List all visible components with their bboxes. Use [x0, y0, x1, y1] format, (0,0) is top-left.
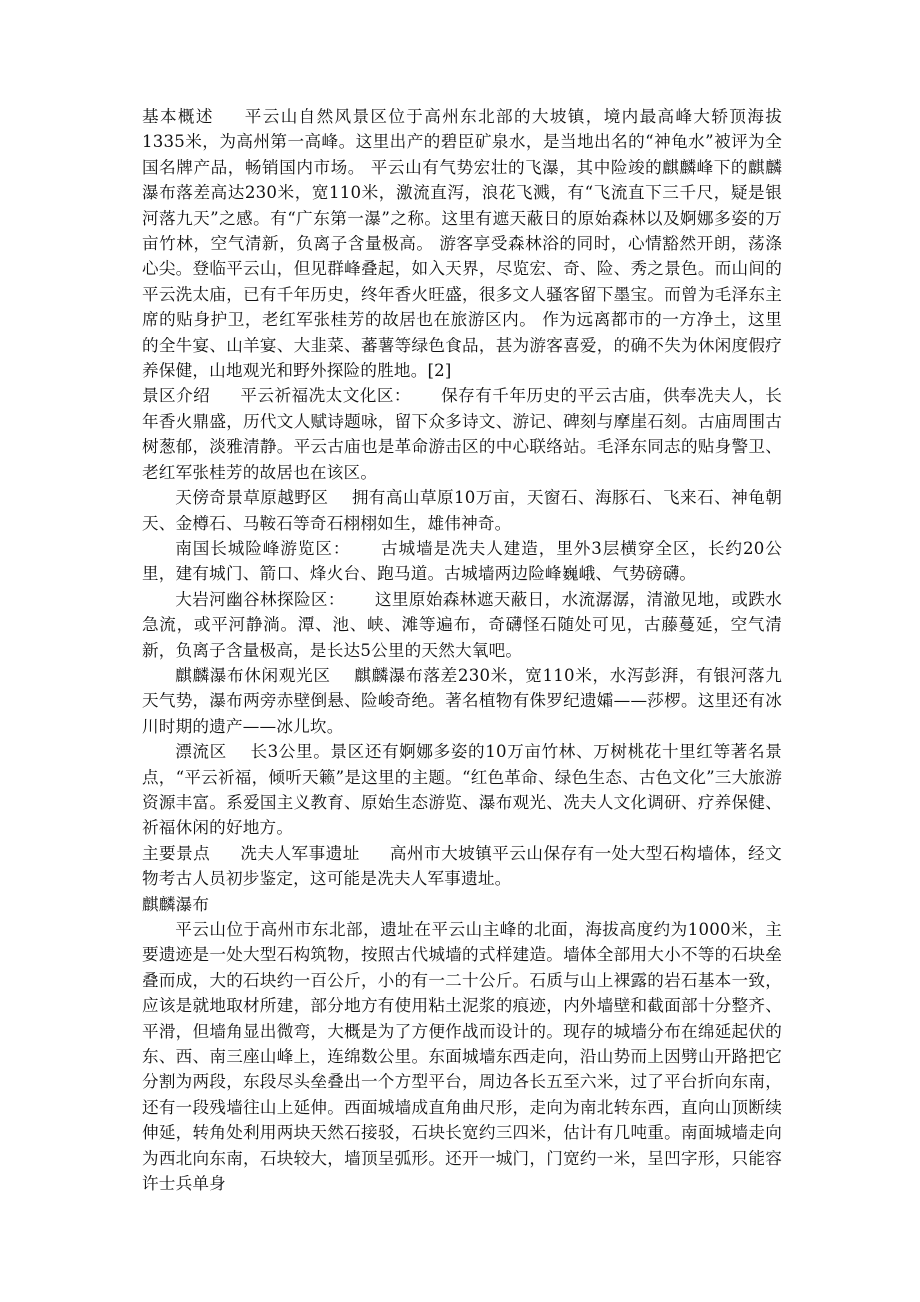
- intro-item4-paragraph: [142, 587, 782, 663]
- overview-text: 平云山自然风景区位于高州东北部的大坡镇，境内最高峰大轿顶海拔1335米，为高州第一高峰。这里出产的碧臣矿泉水，是当地出名的“神龟水”被评为全国名牌产品，畅销国内市场。 平云山有气势宏壮的飞瀑，其中险竣的麒麟峰下的麒麟瀑布落差高达230米，宽110米，激流直泻，浪花飞溅，有“飞流直下三千尺，疑是银河落九天”之感。有“广东第一瀑”之称。这里有遮天蔽日的原始森林以及婀娜多姿的万亩竹林，空气清新，负离子含量极高。 游客享受森林浴的同时，心情豁然开朗，荡涤心尖。登临平云山，但见群峰叠起，如入天界，尽览宏、奇、险、秀之景色。而山间的平云洗太庙，已有千年历史，终年香火旺盛，很多文人骚客留下墨宝。而曾为毛泽东主席的贴身护卫，老红军张桂芳的故居也在旅游区内。 作为远离都市的一方净土，这里的全牛宴、山羊宴、大韭菜、蕃薯等绿色食品，甚为游客喜爱，的确不失为休闲度假疗养保健，山地观光和野外探险的胜地。[2]: [142, 107, 782, 381]
- waterfall-paragraph: 平云山位于高州市东北部，遗址在平云山主峰的北面，海拔高度约为1000米，主要遗迹是一处大型石构筑物，按照古代城墙的式样建造。墙体全部用大小不等的石块垒叠而成，大的石块约一百公斤，小的有一二十公斤。石质与山上裸露的岩石基本一致，应该是就地取材所建，部分地方有使用粘土泥浆的痕迹，内外墙壁和截面部十分整齐、平滑，但墙角显出微弯，大概是为了方便作战而设计的。现存的城墙分布在绵延起伏的东、西、南三座山峰上，连绵数公里。东面城墙东西走向，沿山势而上因劈山开路把它分割为两段，东段尽头垒叠出一个方型平台，周边各长五至六米，过了平台折向东南，还有一段残墙往山上延伸。西面城墙成直角曲尺形，走向为南北转东西，直向山顶断续伸延，转角处利用两块天然石接驳，石块长宽约三四米，估计有几吨重。南面城墙走向为西北向东南，石块较大，墙顶呈弧形。还开一城门，门宽约一米，呈凹字形，只能容许士兵单身: [142, 920, 782, 1194]
- intro-item4-title: 大岩河幽谷林探险区：: [175, 589, 345, 609]
- intro-item6-paragraph: [142, 739, 782, 841]
- main-spots-sub-title: 冼夫人军事遗址: [240, 843, 360, 863]
- main-spots-heading: 主要景点: [142, 843, 211, 863]
- document-page: [142, 104, 782, 1196]
- intro-paragraph: [142, 383, 782, 485]
- intro-item1-title: 平云祈福冼太文化区：: [240, 386, 411, 406]
- main-spots-sub-text: 高州市大坡镇平云山保存有一处大型石构墙体，经文物考古人员初步鉴定，这可能是冼夫人军事遗址。: [142, 843, 782, 889]
- intro-item6-text: 长3公里。景区还有婀娜多姿的10万亩竹林、万树桃花十里红等著名景点，“平云祈福，倾听天籁”是这里的主题。“红色革命、绿色生态、古色文化”三大旅游资源丰富。系爱国主义教育、原始生态游览、瀑布观光、冼夫人文化调研、疗养保健、祈福休闲的好地方。: [142, 742, 782, 838]
- intro-item2-text: 拥有高山草原10万亩，天窗石、海豚石、飞来石、神龟朝天、金樽石、马鞍石等奇石栩栩如生，雄伟神奇。: [142, 488, 782, 533]
- main-spots-paragraph: [142, 841, 782, 892]
- overview-paragraph: [142, 104, 782, 383]
- intro-item5-paragraph: [142, 663, 782, 739]
- intro-item2-paragraph: [142, 485, 782, 536]
- overview-heading: 基本概述: [142, 107, 214, 126]
- intro-item3-text: 古城墙是冼夫人建造，里外3层横穿全区，长约20公里，建有城门、箭口、烽火台、跑马道。古城墙两边险峰巍峨、气势磅礴。: [142, 538, 782, 584]
- intro-item2-title: 天傍奇景草原越野区: [175, 488, 329, 508]
- intro-heading: 景区介绍: [142, 386, 211, 406]
- intro-item6-title: 漂流区: [175, 742, 227, 762]
- intro-item5-text: 麒麟瀑布落差230米，宽110米，水泻彭湃，有银河落九天气势，瀑布两旁赤壁倒悬、险峻奇绝。著名植物有侏罗纪遗孀——莎椤。这里还有冰川时期的遗产——冰儿坎。: [142, 665, 782, 736]
- intro-item3-title: 南国长城险峰游览区：: [175, 538, 351, 558]
- intro-item4-text: 这里原始森林遮天蔽日，水流潺潺，清澈见地，或跌水急流，或平河静淌。潭、池、峡、滩等遍布，奇礴怪石随处可见，古藤蔓延，空气清新，负离子含量极高，是长达5公里的天然大氧吧。: [142, 589, 782, 660]
- waterfall-heading: 麒麟瀑布: [142, 894, 210, 914]
- intro-item1-text: 保存有千年历史的平云古庙，供奉冼夫人，长年香火鼎盛，历代文人赋诗题咏，留下众多诗文、游记、碑刻与摩崖石刻。古庙周围古树葱郁，淡雅清静。平云古庙也是革命游击区的中心联络站。毛泽东同志的贴身警卫、老红军张桂芳的故居也在该区。: [142, 386, 783, 482]
- intro-item5-title: 麒麟瀑布休闲观光区: [175, 665, 331, 685]
- intro-item3-paragraph: [142, 536, 782, 587]
